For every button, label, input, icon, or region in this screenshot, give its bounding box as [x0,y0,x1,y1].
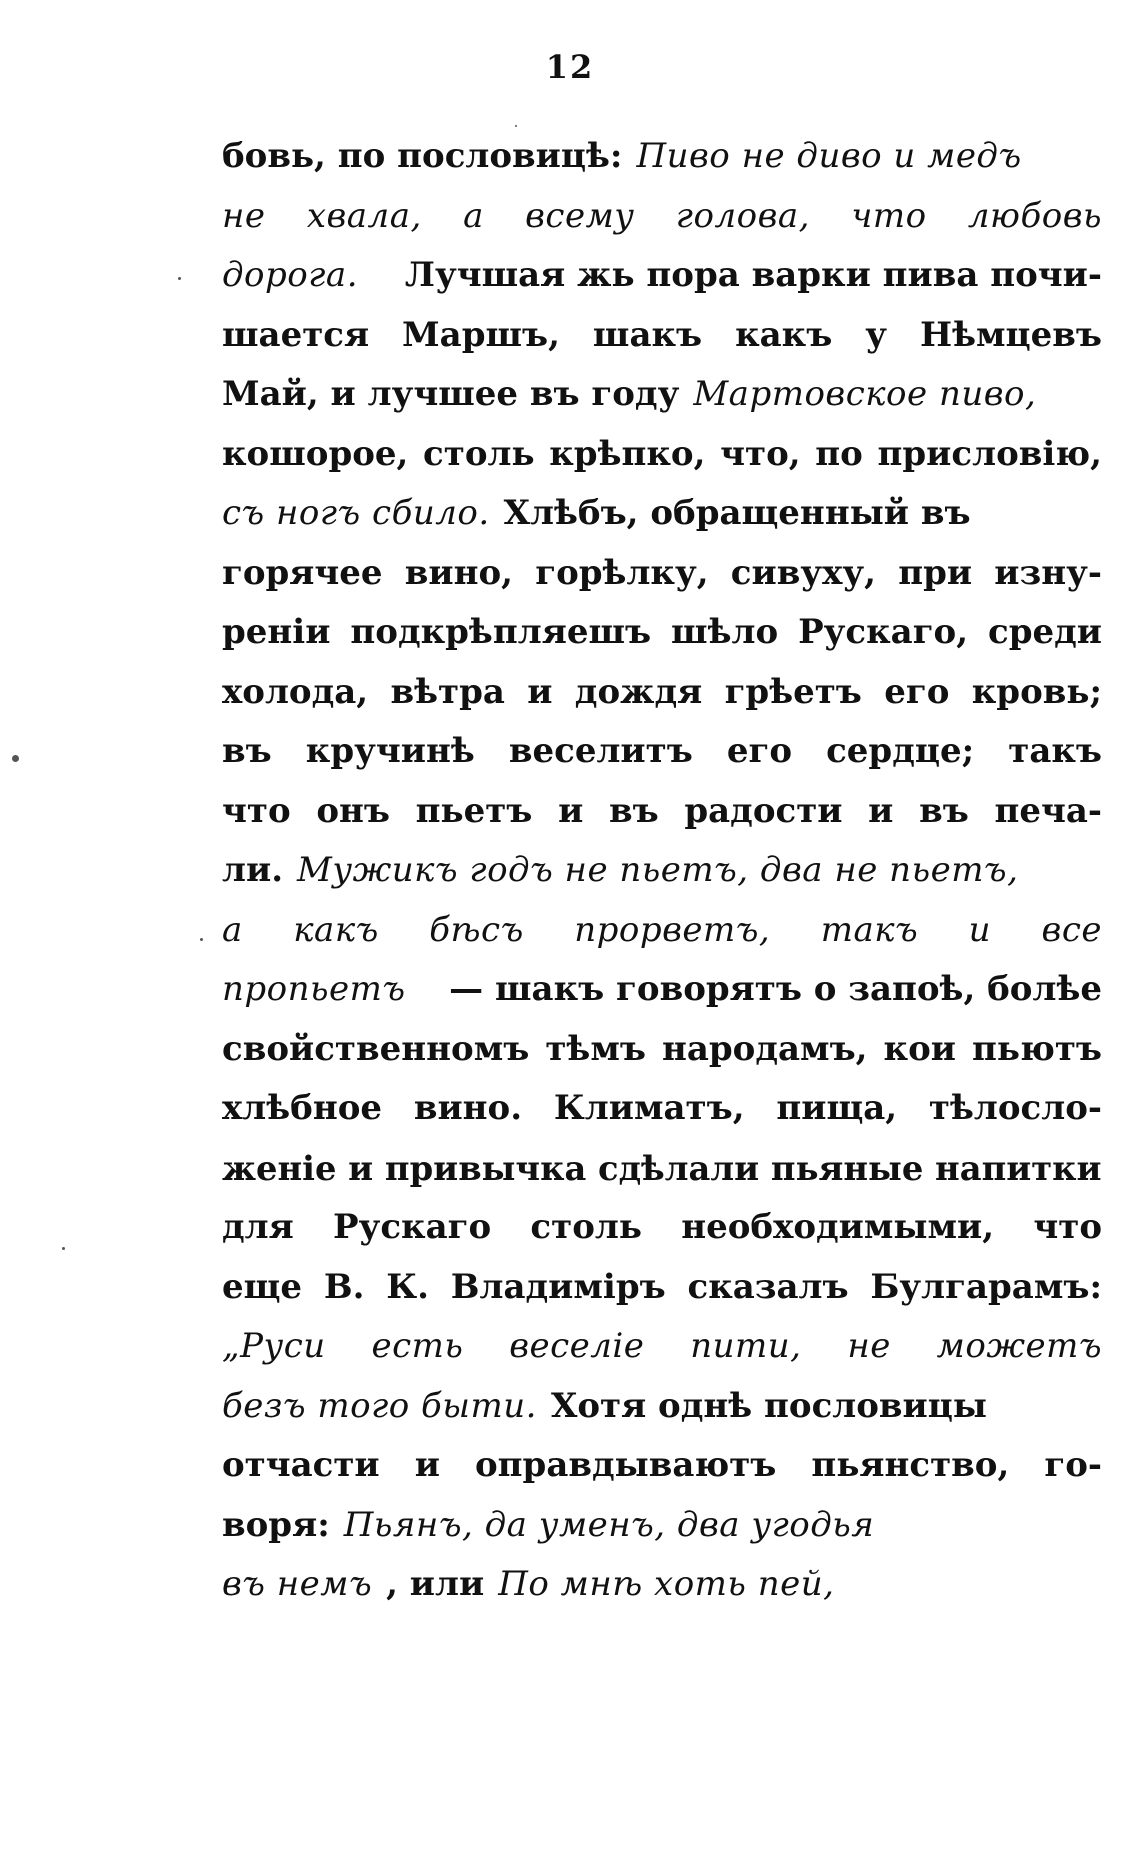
text-line [222,1377,1102,1437]
text-segment: кошорое, столь крѣпко, что, по присловію, [222,433,1102,474]
italic-text-segment: а какъ бѣсъ прорветъ, такъ и все [222,909,1102,950]
scan-speck [515,125,517,127]
text-line [222,365,1102,425]
italic-text-segment: безъ того быти. [222,1385,537,1426]
text-segment: хлѣбное вино. Климатъ, пища, тѣлосло- [222,1088,1102,1128]
scan-speck [12,755,19,762]
text-line [222,1079,1102,1139]
text-line [222,187,1102,247]
text-segment: горячее вино, горѣлку, сивуху, при изну- [222,552,1102,593]
italic-text-segment: По мнѣ хоть пей, [498,1564,835,1604]
text-segment: — шакъ говорятъ о запоѣ, болѣе [449,969,1102,1009]
italic-text-segment: въ немъ [222,1564,373,1604]
italic-text-segment: съ ногъ сбило. [222,493,490,533]
text-line [222,1317,1102,1377]
text-segment: ли. [222,850,284,890]
text-line [222,960,1102,1020]
text-line [222,1258,1102,1318]
page-number: 12 [545,48,595,86]
text-line [222,663,1102,723]
text-line [222,603,1102,663]
text-segment: отчасти и оправдываютъ пьянство, го- [222,1445,1102,1485]
text-segment: свойственномъ тѣмъ народамъ, кои пьютъ [222,1028,1102,1069]
text-line [222,1020,1102,1080]
text-segment: воря: [222,1504,330,1545]
text-segment: что онъ пьетъ и въ радости и въ печа- [222,790,1102,831]
text-line [222,1139,1102,1199]
text-segment: Лучшая жь пора варки пива почи- [404,255,1102,295]
text-line [222,782,1102,842]
text-line [222,1555,1102,1615]
text-segment: еще В. К. Владиміръ сказалъ Булгарамъ: [222,1266,1102,1307]
text-line [222,484,1102,544]
text-line [222,1198,1102,1258]
text-segment: шается Маршъ, шакъ какъ у Нѣмцевъ [222,314,1102,355]
text-segment: Май, и лучшее въ году [222,374,680,414]
text-segment: женіе и привычка сдѣлали пьяные напитки [222,1147,1102,1188]
text-segment: , или [386,1564,485,1604]
italic-text-segment: „Руси есть веселіе пити, не можетъ [222,1326,1102,1366]
text-line [222,306,1102,366]
italic-text-segment: Пиво не диво и медъ [636,136,1022,176]
scan-speck [178,277,181,280]
italic-text-segment: не хвала, а всему голова, что любовь [222,195,1102,236]
scan-speck [200,938,203,941]
text-segment: Хотя однѣ пословицы [550,1385,987,1426]
text-line [222,841,1102,901]
text-segment: реніи подкрѣпляешъ шѣло Рускаго, среди [222,612,1102,652]
text-segment: бовь, по пословицѣ: [222,136,623,176]
text-line [222,1436,1102,1496]
text-line [222,246,1102,306]
italic-text-segment: Мартовское пиво, [693,374,1037,414]
text-line [222,127,1102,187]
italic-text-segment: Пьянъ, да уменъ, два угодья [343,1504,875,1545]
scan-speck [62,1247,65,1250]
italic-text-segment: пропьетъ [222,969,406,1009]
text-line [222,901,1102,961]
text-segment: Хлѣбъ, обращенный въ [503,493,971,533]
text-line [222,544,1102,604]
italic-text-segment: Мужикъ годъ не пьетъ, два не пьетъ, [297,850,1019,890]
body-text [222,127,1102,1615]
text-segment: для Рускаго столь необходимыми, что [222,1207,1102,1247]
text-segment: холода, вѣтра и дождя грѣетъ его кровь; [222,671,1102,712]
text-segment: въ кручинѣ веселитъ его сердце; такъ [222,731,1102,771]
italic-text-segment: дорога. [222,255,359,295]
text-line [222,722,1102,782]
text-line [222,425,1102,485]
text-line [222,1496,1102,1556]
